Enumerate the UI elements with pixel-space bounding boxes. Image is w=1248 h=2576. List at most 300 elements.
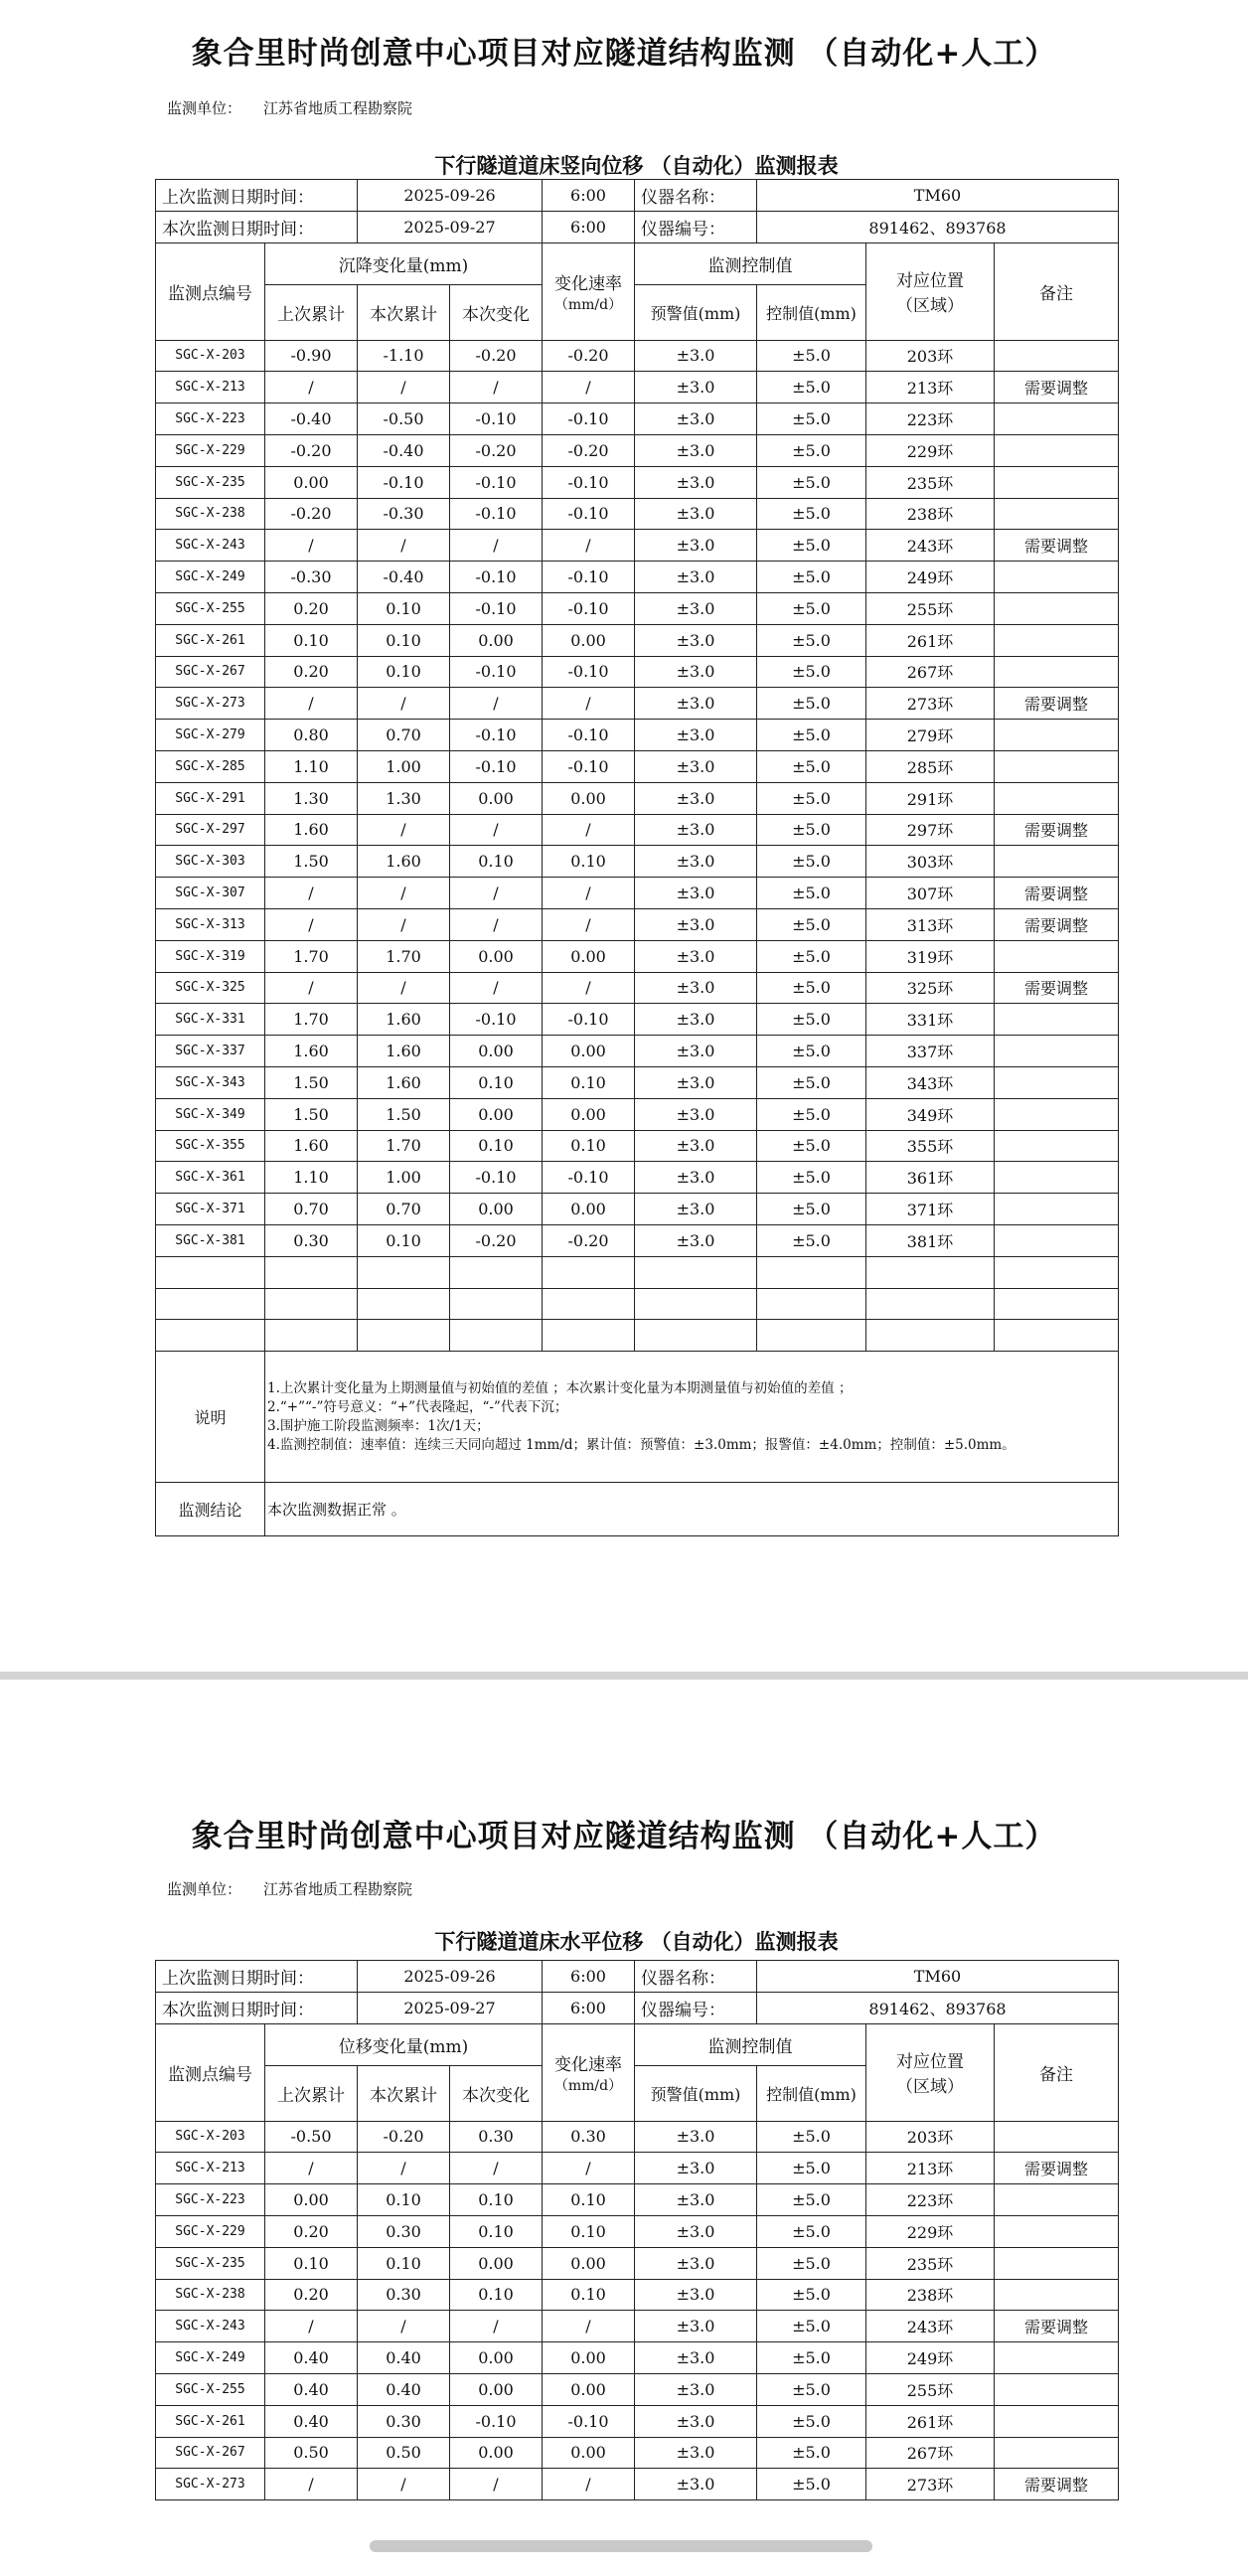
cell-last-cum: -0.20 (265, 498, 358, 530)
cell-last-cum: 1.30 (265, 782, 358, 814)
instrument-name-label: 仪器名称： (635, 1961, 757, 1993)
cell-rate: 0.00 (543, 782, 635, 814)
table-row (156, 2247, 1119, 2279)
cell-control: ±5.0 (757, 1130, 866, 1162)
cell-warning: ±3.0 (635, 750, 757, 782)
cell-remark (995, 1162, 1119, 1194)
instrument-name: TM60 (757, 180, 1119, 212)
cell-last-cum: / (265, 878, 358, 909)
cell-position: 238环 (866, 498, 995, 530)
cell-point-id: SGC-X-243 (156, 530, 265, 562)
cell-warning: ±3.0 (635, 498, 757, 530)
cell-this-cum: 0.30 (358, 2215, 450, 2247)
horizontal-data-rows (156, 2121, 1119, 2500)
cell-this-cum: / (358, 2469, 450, 2500)
cell-point-id: SGC-X-349 (156, 1098, 265, 1130)
cell-position: 249环 (866, 2342, 995, 2374)
cell-remark (995, 2184, 1119, 2216)
cell-position: 229环 (866, 434, 995, 466)
cell-warning: ±3.0 (635, 592, 757, 624)
cell-this-change: 0.10 (450, 2215, 543, 2247)
cell-this-change: -0.10 (450, 562, 543, 593)
explain-text (265, 1352, 1119, 1483)
cell-position: 267环 (866, 656, 995, 688)
cell-rate: -0.20 (543, 1224, 635, 1256)
cell-warning: ±3.0 (635, 1130, 757, 1162)
cell-rate: / (543, 530, 635, 562)
cell-position: 381环 (866, 1224, 995, 1256)
cell-this-cum: 0.10 (358, 2247, 450, 2279)
report-page-horizontal (0, 1680, 1248, 2576)
cell-warning: ±3.0 (635, 846, 757, 878)
cell-point-id: SGC-X-235 (156, 466, 265, 498)
cell-remark (995, 2215, 1119, 2247)
cell-last-cum: / (265, 2153, 358, 2184)
header-position (866, 2023, 995, 2121)
cell-remark (995, 656, 1119, 688)
cell-rate: -0.20 (543, 340, 635, 372)
cell-control: ±5.0 (757, 2153, 866, 2184)
cell-control: ±5.0 (757, 720, 866, 751)
last-date: 2025-09-26 (358, 1961, 543, 1993)
cell-warning: ±3.0 (635, 434, 757, 466)
cell-this-cum: / (358, 2153, 450, 2184)
cell-point-id: SGC-X-267 (156, 2437, 265, 2469)
cell-this-change: 0.00 (450, 940, 543, 972)
this-date: 2025-09-27 (358, 1992, 543, 2023)
cell-last-cum: 0.40 (265, 2405, 358, 2437)
cell-rate: -0.10 (543, 403, 635, 435)
cell-position: 223环 (866, 2184, 995, 2216)
cell-control: ±5.0 (757, 530, 866, 562)
cell-this-change: -0.10 (450, 466, 543, 498)
cell-this-change: / (450, 688, 543, 720)
cell-warning: ±3.0 (635, 2279, 757, 2311)
cell-rate: / (543, 814, 635, 846)
cell-position: 243环 (866, 2311, 995, 2342)
header-control-group: 监测控制值 (635, 2023, 866, 2065)
cell-this-cum: / (358, 688, 450, 720)
table-row (156, 2373, 1119, 2405)
cell-this-change: 0.10 (450, 846, 543, 878)
cell-this-change: / (450, 372, 543, 403)
cell-this-change: / (450, 814, 543, 846)
cell-point-id: SGC-X-255 (156, 592, 265, 624)
table-row (156, 2469, 1119, 2500)
cell-remark (995, 1130, 1119, 1162)
cell-last-cum: -0.20 (265, 434, 358, 466)
empty-row (156, 1256, 1119, 1288)
cell-this-cum: -0.40 (358, 434, 450, 466)
cell-this-change: / (450, 972, 543, 1004)
cell-last-cum: 1.10 (265, 1162, 358, 1194)
cell-control: ±5.0 (757, 1224, 866, 1256)
cell-point-id: SGC-X-213 (156, 2153, 265, 2184)
cell-rate: 0.10 (543, 2184, 635, 2216)
cell-warning: ±3.0 (635, 1004, 757, 1036)
cell-warning: ±3.0 (635, 1098, 757, 1130)
meta-row-this (156, 211, 1119, 242)
cell-warning: ±3.0 (635, 2247, 757, 2279)
cell-this-change: 0.10 (450, 1066, 543, 1098)
cell-last-cum: 0.70 (265, 1194, 358, 1225)
cell-position: 255环 (866, 2373, 995, 2405)
cell-point-id: SGC-X-223 (156, 2184, 265, 2216)
cell-control: ±5.0 (757, 940, 866, 972)
cell-point-id: SGC-X-297 (156, 814, 265, 846)
cell-warning: ±3.0 (635, 2342, 757, 2374)
cell-last-cum: 0.20 (265, 2279, 358, 2311)
table-row (156, 814, 1119, 846)
table-row (156, 1162, 1119, 1194)
cell-warning: ±3.0 (635, 2405, 757, 2437)
cell-last-cum: 0.40 (265, 2342, 358, 2374)
table-row (156, 846, 1119, 878)
cell-point-id: SGC-X-243 (156, 2311, 265, 2342)
instrument-name: TM60 (757, 1961, 1119, 1993)
table-row (156, 656, 1119, 688)
cell-remark (995, 1224, 1119, 1256)
cell-control: ±5.0 (757, 372, 866, 403)
table-row (156, 1036, 1119, 1067)
cell-last-cum: / (265, 372, 358, 403)
cell-this-cum: / (358, 372, 450, 403)
table-row (156, 972, 1119, 1004)
cell-position: 349环 (866, 1098, 995, 1130)
cell-control: ±5.0 (757, 2469, 866, 2500)
cell-control: ±5.0 (757, 814, 866, 846)
cell-point-id: SGC-X-267 (156, 656, 265, 688)
table-row (156, 2279, 1119, 2311)
explain-line-4: 4.监测控制值：速率值：连续三天同向超过 1mm/d；累计值：预警值：±3.0mm；报警值：±4.0mm；控制值：±5.0mm。 (267, 1436, 1015, 1453)
cell-position: 361环 (866, 1162, 995, 1194)
header-last-cum: 上次累计 (265, 2065, 358, 2121)
header-this-change: 本次变化 (450, 2065, 543, 2121)
cell-warning: ±3.0 (635, 1224, 757, 1256)
cell-this-cum: 1.00 (358, 1162, 450, 1194)
cell-warning: ±3.0 (635, 530, 757, 562)
cell-rate: / (543, 972, 635, 1004)
cell-warning: ±3.0 (635, 340, 757, 372)
table-row (156, 2153, 1119, 2184)
cell-this-cum: -0.30 (358, 498, 450, 530)
cell-last-cum: -0.40 (265, 403, 358, 435)
explain-line-1: 1.上次累计变化量为上期测量值与初始值的差值 ；本次累计变化量为本期测量值与初始值的差值 ； (267, 1379, 853, 1396)
table-row (156, 403, 1119, 435)
instrument-no: 891462、893768 (757, 211, 1119, 242)
cell-this-cum: -0.10 (358, 466, 450, 498)
cell-remark: 需要调整 (995, 972, 1119, 1004)
cell-this-cum: 0.10 (358, 624, 450, 656)
cell-position: 343环 (866, 1066, 995, 1098)
cell-last-cum: 0.20 (265, 656, 358, 688)
header-position (866, 242, 995, 340)
cell-rate: 0.10 (543, 2215, 635, 2247)
cell-point-id: SGC-X-203 (156, 2121, 265, 2153)
cell-point-id: SGC-X-223 (156, 403, 265, 435)
cell-control: ±5.0 (757, 878, 866, 909)
cell-rate: / (543, 908, 635, 940)
header-remark: 备注 (995, 242, 1119, 340)
table-row (156, 466, 1119, 498)
cell-point-id: SGC-X-285 (156, 750, 265, 782)
cell-rate: 0.10 (543, 1130, 635, 1162)
cell-warning: ±3.0 (635, 782, 757, 814)
cell-warning: ±3.0 (635, 2311, 757, 2342)
cell-warning: ±3.0 (635, 466, 757, 498)
cell-warning: ±3.0 (635, 2121, 757, 2153)
cell-position: 331环 (866, 1004, 995, 1036)
cell-this-change: -0.10 (450, 2405, 543, 2437)
cell-rate: / (543, 2311, 635, 2342)
cell-this-change: 0.00 (450, 1036, 543, 1067)
header-position-label: 对应位置 (896, 271, 964, 292)
cell-this-cum: 1.60 (358, 1036, 450, 1067)
cell-position: 291环 (866, 782, 995, 814)
cell-this-cum: 0.70 (358, 1194, 450, 1225)
page-separator (0, 1672, 1248, 1680)
cell-warning: ±3.0 (635, 2373, 757, 2405)
cell-rate: / (543, 2153, 635, 2184)
table-row (156, 688, 1119, 720)
table-row (156, 498, 1119, 530)
cell-remark (995, 1004, 1119, 1036)
horizontal-displacement-table (155, 1960, 1119, 2500)
cell-this-cum: -0.20 (358, 2121, 450, 2153)
cell-point-id: SGC-X-331 (156, 1004, 265, 1036)
cell-position: 313环 (866, 908, 995, 940)
cell-point-id: SGC-X-307 (156, 878, 265, 909)
cell-warning: ±3.0 (635, 940, 757, 972)
cell-last-cum: / (265, 530, 358, 562)
cell-rate: -0.10 (543, 562, 635, 593)
table-row (156, 2342, 1119, 2374)
cell-this-cum: 1.30 (358, 782, 450, 814)
cell-rate: -0.10 (543, 720, 635, 751)
cell-warning: ±3.0 (635, 1066, 757, 1098)
header-change-group: 沉降变化量(mm) (265, 242, 543, 284)
this-date: 2025-09-27 (358, 211, 543, 242)
cell-remark: 需要调整 (995, 908, 1119, 940)
cell-remark (995, 2405, 1119, 2437)
monitoring-unit-name: 江苏省地质工程勘察院 (263, 99, 413, 117)
table-row (156, 750, 1119, 782)
cell-remark: 需要调整 (995, 2311, 1119, 2342)
header-rate-unit: （mm/d） (553, 296, 623, 313)
cell-this-change: 0.00 (450, 2247, 543, 2279)
header-this-change: 本次变化 (450, 284, 543, 340)
cell-position: 229环 (866, 2215, 995, 2247)
cell-this-change: 0.00 (450, 624, 543, 656)
cell-control: ±5.0 (757, 403, 866, 435)
cell-rate: -0.10 (543, 1162, 635, 1194)
cell-point-id: SGC-X-381 (156, 1224, 265, 1256)
cell-point-id: SGC-X-361 (156, 1162, 265, 1194)
cell-point-id: SGC-X-343 (156, 1066, 265, 1098)
cell-rate: -0.10 (543, 466, 635, 498)
cell-point-id: SGC-X-229 (156, 434, 265, 466)
cell-rate: -0.10 (543, 498, 635, 530)
cell-rate: 0.10 (543, 2279, 635, 2311)
cell-warning: ±3.0 (635, 908, 757, 940)
cell-remark (995, 846, 1119, 878)
header-point-id: 监测点编号 (156, 242, 265, 340)
last-date-label: 上次监测日期时间： (156, 1961, 358, 1993)
cell-rate: -0.10 (543, 656, 635, 688)
cell-control: ±5.0 (757, 2184, 866, 2216)
explain-row (156, 1352, 1119, 1483)
cell-remark (995, 466, 1119, 498)
cell-position: 355环 (866, 1130, 995, 1162)
cell-point-id: SGC-X-235 (156, 2247, 265, 2279)
cell-position: 273环 (866, 688, 995, 720)
header-rate (543, 242, 635, 340)
cell-remark (995, 1036, 1119, 1067)
cell-control: ±5.0 (757, 466, 866, 498)
cell-last-cum: 0.30 (265, 1224, 358, 1256)
header-position-sub: （区域） (896, 296, 964, 317)
table-row (156, 1130, 1119, 1162)
cell-position: 249环 (866, 562, 995, 593)
cell-control: ±5.0 (757, 2121, 866, 2153)
cell-point-id: SGC-X-255 (156, 2373, 265, 2405)
cell-position: 273环 (866, 2469, 995, 2500)
cell-control: ±5.0 (757, 2279, 866, 2311)
cell-point-id: SGC-X-291 (156, 782, 265, 814)
cell-point-id: SGC-X-273 (156, 688, 265, 720)
cell-remark: 需要调整 (995, 2469, 1119, 2500)
cell-last-cum: 1.60 (265, 1130, 358, 1162)
cell-rate: 0.00 (543, 2342, 635, 2374)
cell-this-change: 0.10 (450, 2184, 543, 2216)
header-this-cum: 本次累计 (358, 284, 450, 340)
table-row (156, 562, 1119, 593)
instrument-no-label: 仪器编号： (635, 211, 757, 242)
home-indicator[interactable] (370, 2540, 872, 2552)
header-last-cum: 上次累计 (265, 284, 358, 340)
cell-control: ±5.0 (757, 908, 866, 940)
cell-position: 213环 (866, 372, 995, 403)
cell-this-change: -0.20 (450, 434, 543, 466)
cell-remark: 需要调整 (995, 688, 1119, 720)
cell-rate: 0.00 (543, 940, 635, 972)
cell-remark: 需要调整 (995, 2153, 1119, 2184)
last-time: 6:00 (543, 180, 635, 212)
cell-position: 279环 (866, 720, 995, 751)
cell-position: 267环 (866, 2437, 995, 2469)
cell-position: 203环 (866, 2121, 995, 2153)
cell-remark (995, 2437, 1119, 2469)
cell-control: ±5.0 (757, 656, 866, 688)
monitoring-unit (167, 97, 434, 118)
cell-remark (995, 403, 1119, 435)
cell-point-id: SGC-X-337 (156, 1036, 265, 1067)
cell-position: 238环 (866, 2279, 995, 2311)
this-time: 6:00 (543, 1992, 635, 2023)
cell-this-cum: 1.60 (358, 1004, 450, 1036)
table-row (156, 1004, 1119, 1036)
explain-line-2: 2.“+”“-”符号意义：“+”代表隆起，“-”代表下沉； (267, 1398, 568, 1415)
cell-this-change: / (450, 2469, 543, 2500)
cell-last-cum: / (265, 2311, 358, 2342)
header-warning: 预警值(mm) (635, 2065, 757, 2121)
table-row (156, 372, 1119, 403)
cell-remark (995, 720, 1119, 751)
cell-this-change: 0.00 (450, 1194, 543, 1225)
cell-this-cum: 0.10 (358, 2184, 450, 2216)
cell-this-cum: / (358, 2311, 450, 2342)
conclusion-label: 监测结论 (156, 1483, 265, 1536)
cell-rate: 0.00 (543, 2247, 635, 2279)
header-row-1 (156, 242, 1119, 284)
cell-control: ±5.0 (757, 688, 866, 720)
empty-row (156, 1288, 1119, 1320)
cell-this-cum: 0.40 (358, 2342, 450, 2374)
cell-this-cum: 0.10 (358, 592, 450, 624)
cell-position: 235环 (866, 2247, 995, 2279)
cell-rate: / (543, 878, 635, 909)
cell-point-id: SGC-X-249 (156, 562, 265, 593)
cell-point-id: SGC-X-279 (156, 720, 265, 751)
cell-warning: ±3.0 (635, 2153, 757, 2184)
cell-point-id: SGC-X-203 (156, 340, 265, 372)
cell-warning: ±3.0 (635, 972, 757, 1004)
table-row (156, 340, 1119, 372)
cell-control: ±5.0 (757, 592, 866, 624)
cell-warning: ±3.0 (635, 2184, 757, 2216)
cell-point-id: SGC-X-213 (156, 372, 265, 403)
cell-last-cum: / (265, 972, 358, 1004)
table-row (156, 2121, 1119, 2153)
table-row (156, 2437, 1119, 2469)
table-row (156, 530, 1119, 562)
cell-this-change: -0.10 (450, 498, 543, 530)
cell-warning: ±3.0 (635, 403, 757, 435)
cell-last-cum: -0.30 (265, 562, 358, 593)
cell-position: 337环 (866, 1036, 995, 1067)
cell-rate: 0.00 (543, 1098, 635, 1130)
monitoring-unit (167, 1878, 434, 1899)
cell-control: ±5.0 (757, 2215, 866, 2247)
cell-control: ±5.0 (757, 2437, 866, 2469)
cell-warning: ±3.0 (635, 372, 757, 403)
header-rate-unit: （mm/d） (553, 2077, 623, 2094)
cell-this-cum: / (358, 908, 450, 940)
cell-last-cum: 0.10 (265, 624, 358, 656)
cell-rate: 0.00 (543, 2437, 635, 2469)
cell-point-id: SGC-X-229 (156, 2215, 265, 2247)
cell-last-cum: 0.50 (265, 2437, 358, 2469)
cell-control: ±5.0 (757, 624, 866, 656)
cell-point-id: SGC-X-313 (156, 908, 265, 940)
cell-rate: -0.10 (543, 592, 635, 624)
cell-remark (995, 624, 1119, 656)
cell-control: ±5.0 (757, 1098, 866, 1130)
cell-this-cum: 1.50 (358, 1098, 450, 1130)
cell-rate: -0.20 (543, 434, 635, 466)
cell-this-change: -0.20 (450, 1224, 543, 1256)
cell-position: 261环 (866, 624, 995, 656)
cell-last-cum: 1.50 (265, 1098, 358, 1130)
table-title: 下行隧道道床水平位移 （自动化）监测报表 (434, 1930, 839, 1954)
table-row (156, 434, 1119, 466)
cell-last-cum: 0.00 (265, 466, 358, 498)
document-title: 象合里时尚创意中心项目对应隧道结构监测 （自动化+人工） (191, 36, 1057, 72)
header-rate-label: 变化速率 (554, 2054, 622, 2075)
cell-control: ±5.0 (757, 2342, 866, 2374)
header-row-1 (156, 2023, 1119, 2065)
cell-control: ±5.0 (757, 846, 866, 878)
